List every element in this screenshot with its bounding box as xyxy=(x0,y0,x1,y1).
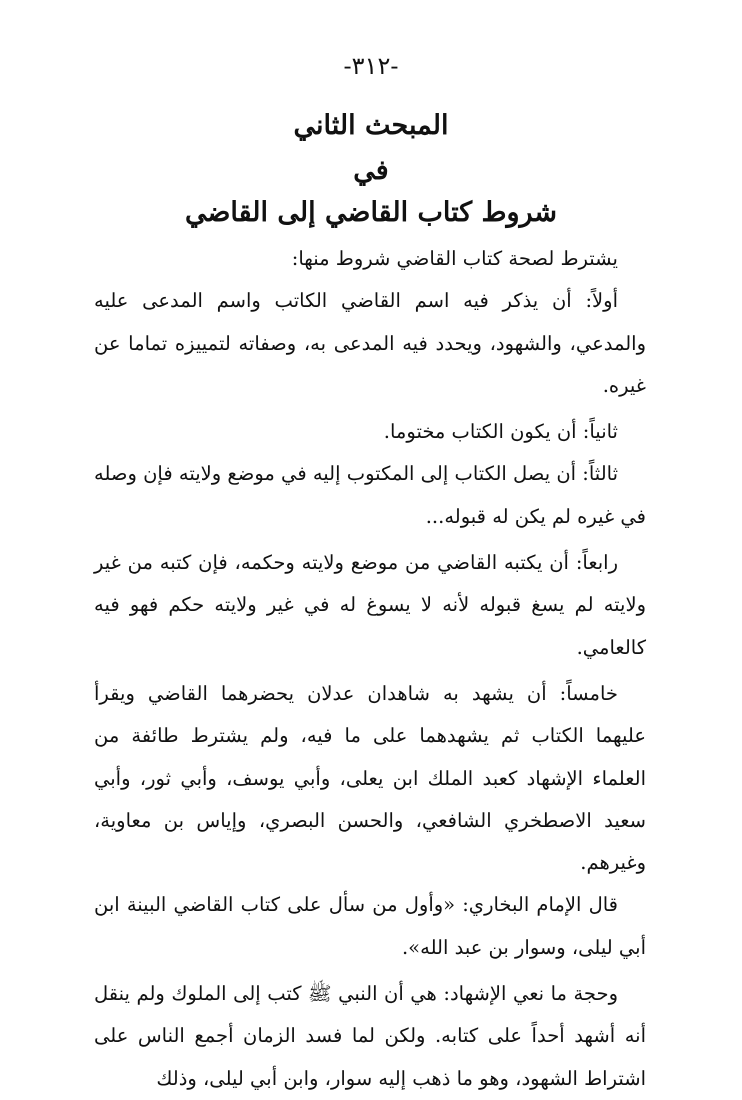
paragraph-condition-4 xyxy=(94,542,646,669)
paragraph-condition-5 xyxy=(94,673,646,884)
paragraph-text: يشترط لصحة كتاب القاضي شروط منها: xyxy=(291,247,618,270)
paragraph-condition-3 xyxy=(94,453,646,538)
paragraph-label: أولاً: xyxy=(585,289,618,313)
paragraph-text: أن يشهد به شاهدان عدلان يحضرهما القاضي ويقرأ عليهما الكتاب ثم يشهدهما على ما فيه، ولم يشترط طائفة من العلماء الإشهاد كعبد الملك ابن يعلى، وأبي يوسف، وأبي ثور، وأبي سعيد الاصطخري الشافعي، والحسن البصري، وإياس بن معاوية، وغيرهم. xyxy=(94,681,647,875)
paragraph-text: أن يكون الكتاب مختوما. xyxy=(383,420,577,444)
paragraph-text: أن يذكر فيه اسم القاضي الكاتب واسم المدعى عليه والمدعي، والشهود، ويحدد فيه المدعى به، وصفاته لتمييزه تماما عن غيره. xyxy=(94,289,646,397)
paragraph-text: أن يكتبه القاضي من موضع ولايته وحكمه، فإن كتبه من غير ولايته لم يسغ قبوله لأنه لا يسوغ له في غير ولايته حكم فهو فيه كالعامي. xyxy=(94,551,647,659)
paragraph-condition-1 xyxy=(94,280,646,407)
paragraph-text: أن يصل الكتاب إلى المكتوب إليه في موضع ولايته فإن وصله في غيره لم يكن له قبوله... xyxy=(94,462,646,528)
paragraph-text: قال الإمام البخاري: «وأول من سأل على كتاب القاضي البينة ابن أبي ليلى، وسوار بن عبد الله». xyxy=(94,893,646,959)
section-title: المبحث الثاني xyxy=(293,110,449,141)
paragraph-condition-2 xyxy=(94,411,646,453)
section-title-connector: في xyxy=(353,155,389,186)
paragraph-intro xyxy=(94,238,646,280)
paragraph-argument xyxy=(94,973,646,1100)
section-subtitle: شروط كتاب القاضي إلى القاضي xyxy=(184,197,558,228)
paragraph-label: ثانياً: xyxy=(582,420,618,444)
paragraph-text: وحجة ما نعي الإشهاد: هي أن النبي ﷺ كتب إلى الملوك ولم ينقل أنه أشهد أحداً على كتابه. ولكن لما فسد الزمان أجمع الناس على اشتراط الشهود، وهو ما ذهب إليه سوار، وابن أبي ليلى، وذلك xyxy=(94,982,646,1090)
paragraph-bukhari-quote xyxy=(94,884,646,969)
body-text xyxy=(94,238,646,1100)
paragraph-label: خامساً: xyxy=(559,681,618,705)
page-number: -٣١٢- xyxy=(343,52,399,80)
paragraph-label: ثالثاً: xyxy=(582,462,619,486)
paragraph-label: رابعاً: xyxy=(575,551,618,575)
